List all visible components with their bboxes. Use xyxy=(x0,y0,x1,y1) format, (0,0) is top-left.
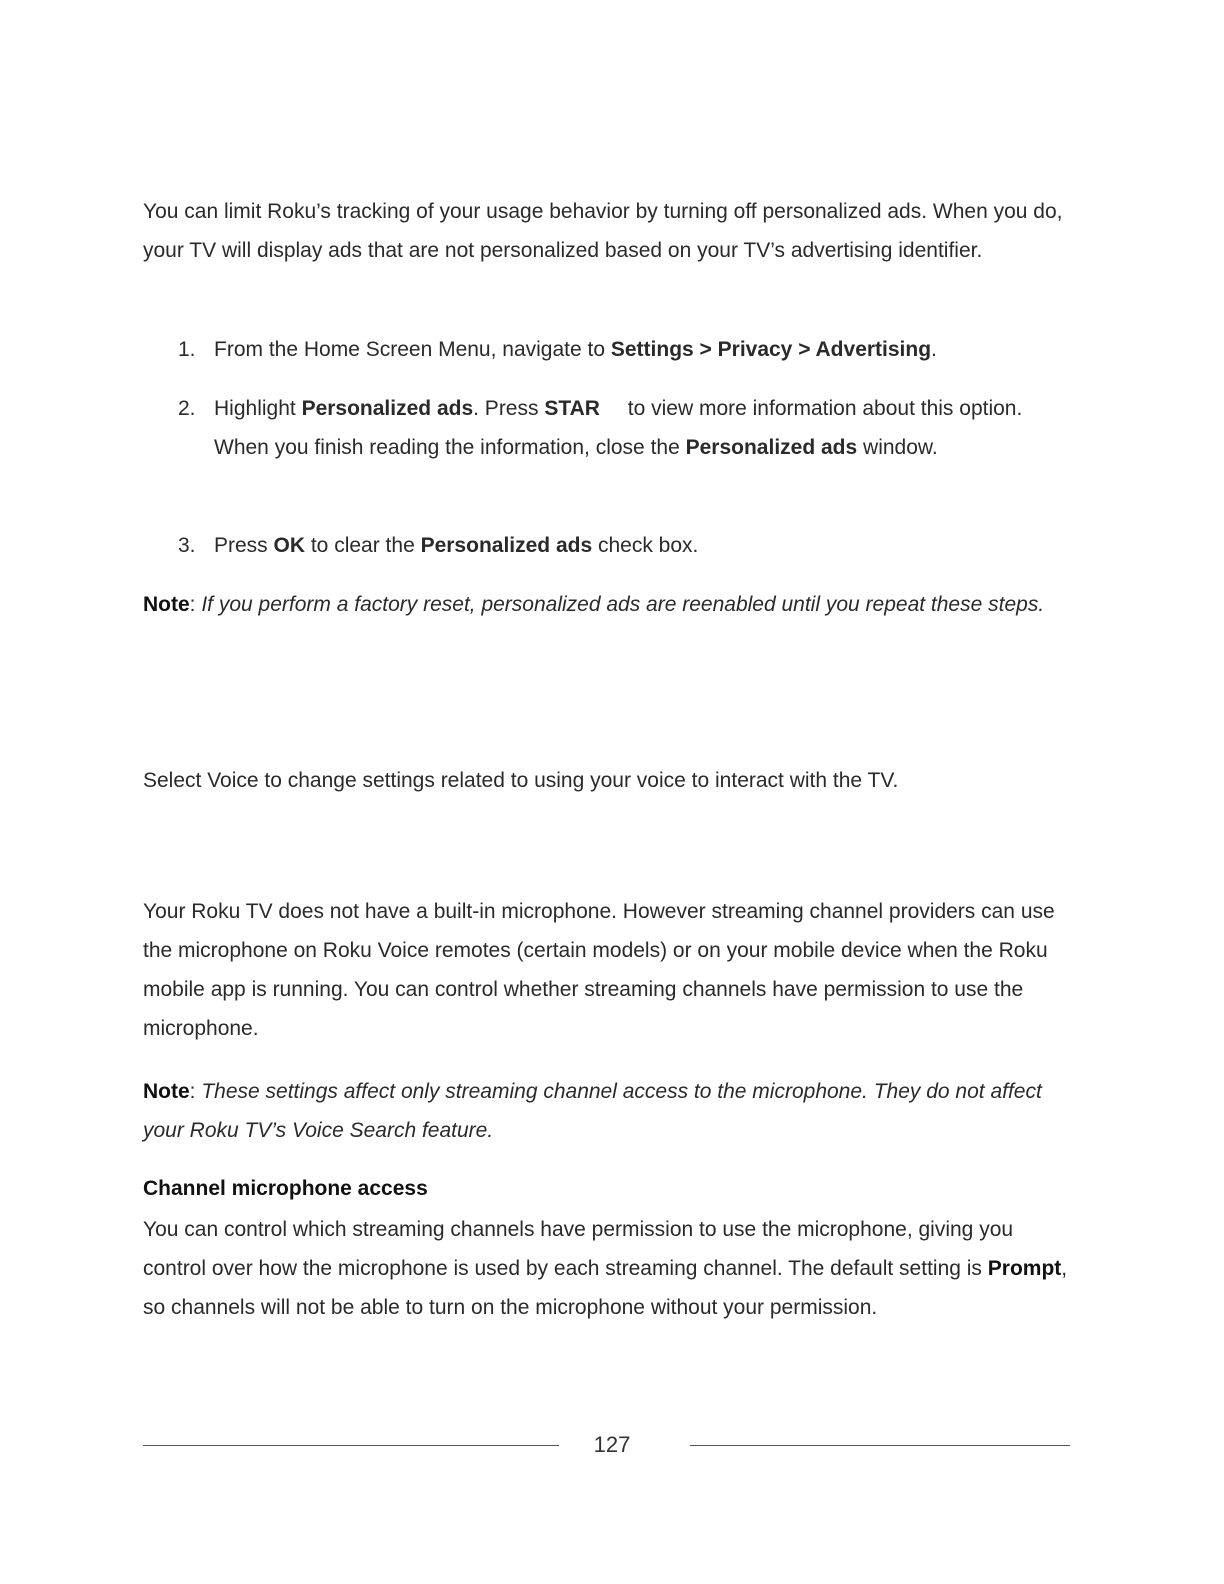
step-2 xyxy=(178,389,1073,467)
note-text: These settings affect only streaming channel access to the microphone. They do not affect your Roku TV’s Voice Search feature. xyxy=(143,1080,1042,1142)
intro-paragraph: You can limit Roku’s tracking of your usage behavior by turning off personalized ads. When you do, your TV will display ads that are not personalized based on your TV’s advertising identifier. xyxy=(143,200,1063,262)
step-1 xyxy=(178,330,1073,369)
document-page xyxy=(143,0,1073,1584)
note-label: Note xyxy=(143,1080,190,1103)
star-button-label: STAR xyxy=(544,397,600,420)
channel-access-heading: Channel microphone access xyxy=(143,1177,428,1200)
step-number: 1. xyxy=(178,338,196,361)
page-number: 127 xyxy=(593,1432,631,1457)
step-number: 2. xyxy=(178,397,196,420)
step-3 xyxy=(178,526,1073,565)
footer-rule-right xyxy=(690,1445,1070,1446)
menu-path: Settings > Privacy > Advertising xyxy=(610,338,932,361)
step-text: From the Home Screen Menu, navigate to Settings > Privacy > Advertising. xyxy=(214,338,937,361)
note-text: If you perform a factory reset, personalized ads are reenabled until you repeat these steps. xyxy=(201,593,1045,616)
note-2: Note: These settings affect only streaming channel access to the microphone. They do not affect your Roku TV’s Voice Search feature. xyxy=(143,1080,1042,1142)
channel-access-paragraph: You can control which streaming channels have permission to use the microphone, giving you control over how the microphone is used by each streaming channel. The default setting is Prompt, so channels will not be able to turn on the microphone without your permission. xyxy=(143,1218,1068,1319)
step-text: Highlight Personalized ads. Press STAR to view more information about this option. When you finish reading the information, close the Personalized ads window. xyxy=(214,397,1023,459)
voice-paragraph: Select Voice to change settings related to using your voice to interact with the TV. xyxy=(143,769,899,792)
microphone-paragraph: Your Roku TV does not have a built-in microphone. However streaming channel providers can use the microphone on Roku Voice remotes (certain models) or on your mobile device when the Roku mobile app is running. You can control whether streaming channels have permission to use the microphone. xyxy=(143,900,1055,1040)
note-label: Note xyxy=(143,593,190,616)
prompt-setting: Prompt xyxy=(987,1257,1062,1280)
step-number: 3. xyxy=(178,534,196,557)
step-text: Press OK to clear the Personalized ads check box. xyxy=(214,534,699,557)
note-1: Note: If you perform a factory reset, personalized ads are reenabled until you repeat these steps. xyxy=(143,593,1045,616)
